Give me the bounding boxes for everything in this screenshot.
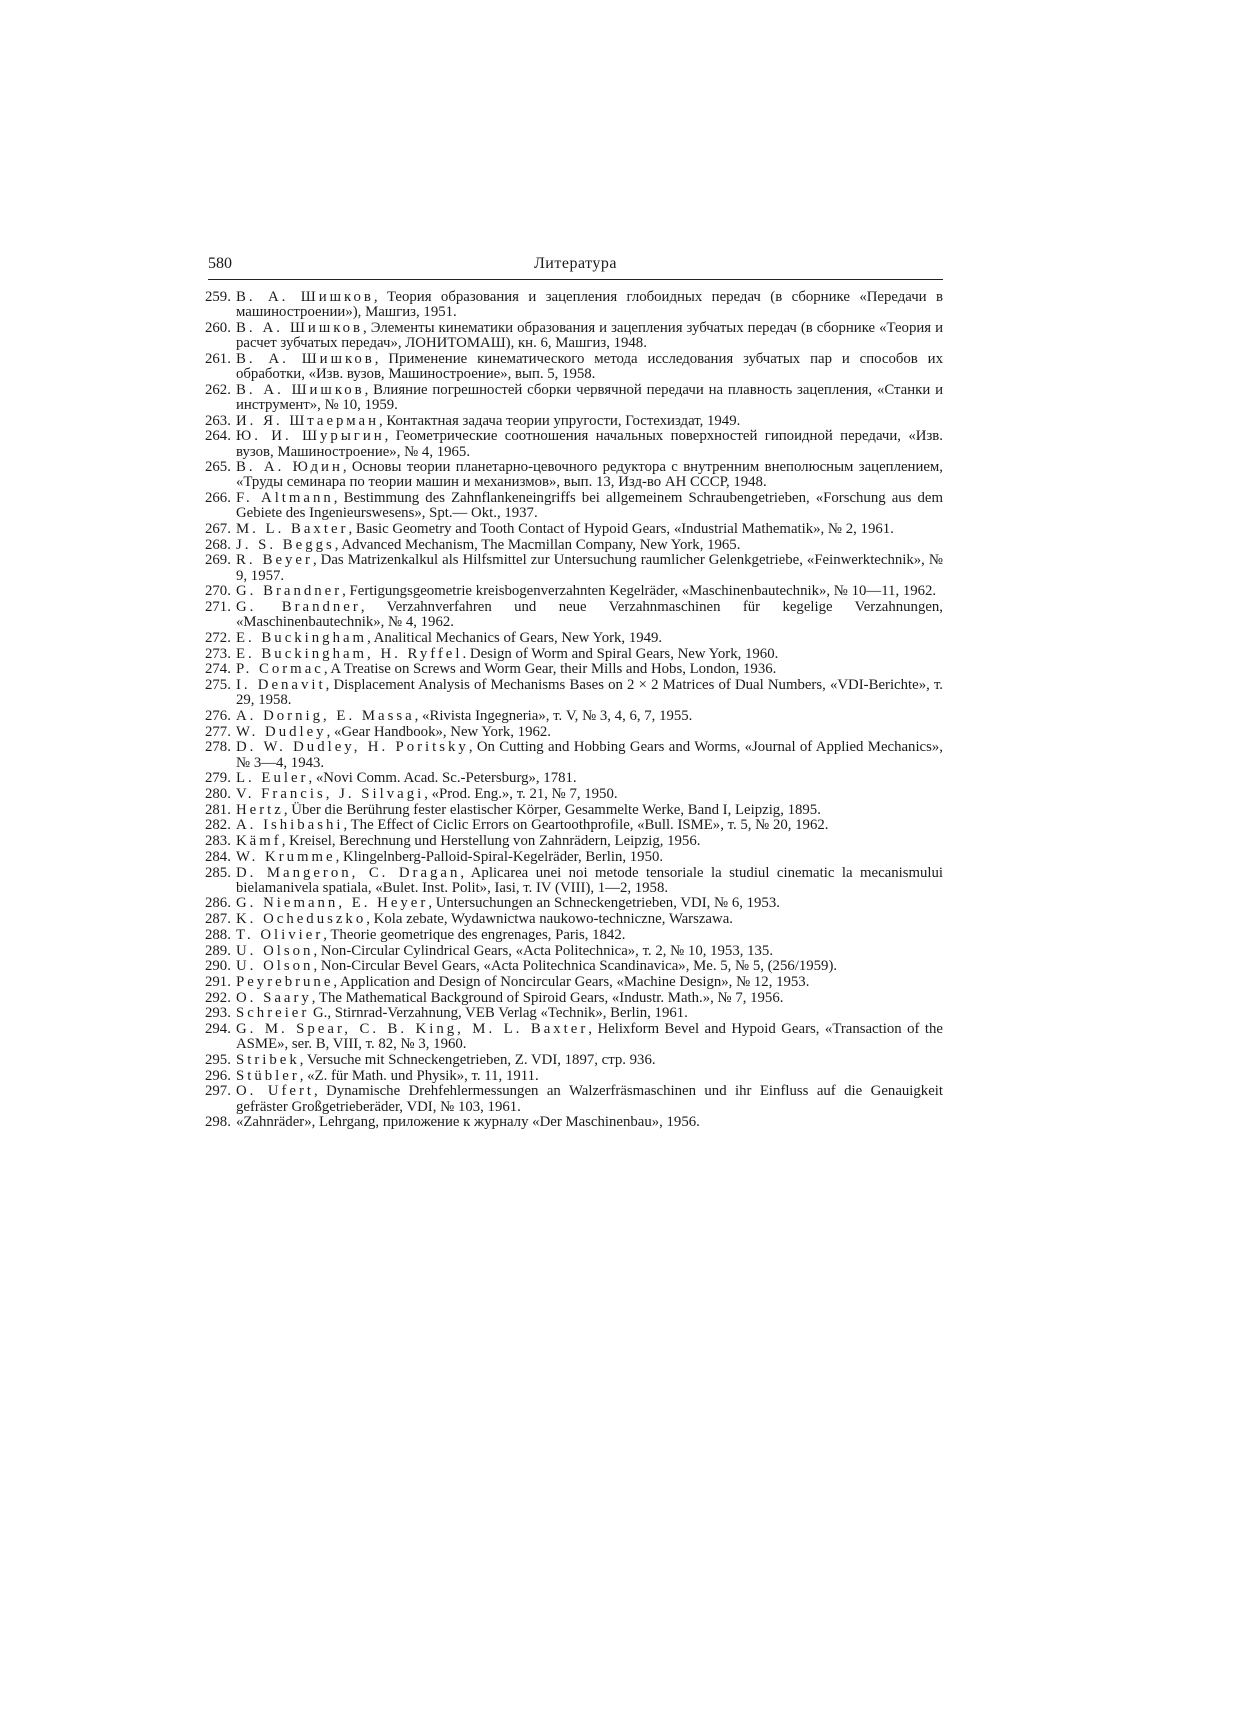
- reference-text: , Kreisel, Berechnung und Herstellung von Zahnrädern, Leipzig, 1956.: [281, 833, 701, 850]
- reference-text: «Zahnräder», Lehrgang, приложение к журналу «Der Maschinenbau», 1956.: [236, 1114, 700, 1131]
- reference-item: [205, 926, 943, 943]
- reference-text: , Displacement Analysis of Mechanisms Bases on 2 × 2 Matrices of Dual Numbers, «VDI-Berichte», т. 29, 1958.: [236, 677, 943, 709]
- reference-text: G., Stirnrad-Verzahnung, VEB Verlag «Technik», Berlin, 1961.: [309, 1005, 688, 1022]
- reference-item: [205, 739, 943, 771]
- reference-text: , Влияние погрешностей сборки червячной передачи на плавность зацепления, «Станки и инструмент», № 10, 1959.: [236, 381, 943, 413]
- reference-text: , «Rivista Ingegneria», т. V, № 3, 4, 6, 7, 1955.: [414, 707, 693, 724]
- reference-item: [205, 1021, 943, 1053]
- reference-item: [205, 521, 943, 538]
- reference-item: [205, 989, 943, 1006]
- reference-item: [205, 599, 944, 631]
- reference-author: В. А. Шишков: [236, 289, 374, 305]
- reference-number: 279.: [205, 770, 231, 787]
- reference-number: 271.: [205, 599, 231, 616]
- reference-author: G. Brandner: [236, 583, 343, 600]
- reference-number: 280.: [205, 786, 231, 802]
- reference-text: , Геометрические соотношения начальных поверхностей гипоидной передачи, «Изв. вузов, Машиностроение», № 4, 1965.: [236, 428, 943, 460]
- reference-text: , Helixform Bevel and Hypoid Gears, «Transaction of the ASME», ser. B, VIII, т. 82, № 3, 1960.: [236, 1021, 943, 1053]
- reference-author: M. L. Baxter: [236, 521, 349, 538]
- reference-number: 285.: [205, 864, 231, 881]
- reference-author: Peyrebrune: [236, 973, 334, 990]
- reference-list: [205, 289, 944, 1131]
- reference-author: D. Mangeron, C. Dragan: [236, 864, 461, 881]
- reference-author: E. Buckingham, H. Ryffel: [236, 645, 463, 662]
- reference-text: , The Effect of Ciclic Errors on Geartoothprofile, «Bull. ISME», т. 5, № 20, 1962.: [343, 817, 829, 834]
- document-page: [205, 253, 944, 1131]
- reference-text: , «Prod. Eng.», т. 21, № 7, 1950.: [424, 786, 618, 802]
- reference-number: 288.: [205, 926, 231, 943]
- reference-number: 272.: [205, 629, 231, 646]
- reference-item: [205, 942, 943, 959]
- reference-author: U. Olson: [236, 942, 314, 959]
- reference-author: F. Altmann: [236, 490, 334, 507]
- reference-author: O. Ufert: [236, 1083, 315, 1100]
- reference-author: G. Niemann, E. Heyer: [236, 895, 429, 912]
- reference-item: [205, 973, 943, 990]
- reference-item: [205, 661, 943, 678]
- reference-item: [205, 801, 943, 818]
- reference-number: 281.: [205, 801, 231, 818]
- reference-number: 261.: [205, 350, 231, 367]
- reference-text: , Non-Circular Cylindrical Gears, «Acta Politechnica», т. 2, № 10, 1953, 135.: [313, 942, 774, 959]
- reference-item: [205, 1114, 943, 1131]
- reference-number: 284.: [205, 848, 231, 865]
- page-number: 580: [208, 255, 232, 272]
- reference-text: , On Cutting and Hobbing Gears and Worms, «Journal of Applied Mechanics», № 3—4, 1943.: [236, 739, 943, 771]
- reference-number: 286.: [205, 895, 231, 912]
- reference-number: 283.: [205, 833, 231, 850]
- reference-author: A. Ishibashi: [236, 817, 344, 834]
- reference-item: [205, 864, 944, 896]
- reference-text: , Kola zebate, Wydawnictwa naukowo-techniczne, Warszawa.: [366, 911, 733, 928]
- reference-author: W. Dudley: [236, 723, 327, 740]
- reference-item: [205, 911, 943, 928]
- reference-text: , Untersuchungen an Schneckengetrieben, VDI, № 6, 1953.: [428, 895, 780, 912]
- reference-author: Stübler: [236, 1067, 300, 1084]
- reference-number: 259.: [205, 289, 231, 305]
- reference-text: , «Novi Comm. Acad. Sc.-Petersburg», 1781.: [308, 770, 577, 787]
- reference-text: , A Treatise on Screws and Worm Gear, their Mills and Hobs, London, 1936.: [323, 661, 777, 678]
- reference-number: 292.: [205, 989, 231, 1006]
- reference-author: Stribek: [236, 1051, 300, 1068]
- reference-text: , Dynamische Drehfehlermessungen an Walzerfräsmaschinen und ihr Einfluss auf die Genauigkeit gefräster Großgetrieberäder, VDI, № 103, 1961.: [236, 1083, 943, 1115]
- reference-number: 295.: [205, 1051, 231, 1068]
- reference-text: , Theorie geometrique des engrenages, Paris, 1842.: [323, 926, 626, 943]
- reference-number: 263.: [205, 412, 231, 429]
- reference-number: 265.: [205, 459, 231, 476]
- reference-number: 293.: [205, 1005, 231, 1022]
- reference-author: Hertz: [236, 801, 284, 818]
- reference-number: 262.: [205, 381, 231, 398]
- reference-text: , Das Matrizenkalkul als Hilfsmittel zur Untersuchung raumlicher Gelenkgetriebe, «Feinwerktechnik», № 9, 1957.: [236, 552, 943, 584]
- reference-number: 275.: [205, 677, 231, 694]
- reference-item: [205, 536, 943, 553]
- reference-item: [205, 770, 943, 787]
- reference-author: U. Olson: [236, 958, 314, 975]
- reference-item: [205, 428, 943, 460]
- reference-author: G. Brandner: [236, 599, 361, 616]
- reference-item: [205, 289, 943, 321]
- reference-number: 287.: [205, 911, 231, 928]
- reference-author: P. Cormac: [236, 661, 324, 678]
- reference-author: И. Я. Штаерман: [236, 412, 379, 429]
- reference-number: 274.: [205, 661, 231, 678]
- reference-item: [205, 1005, 943, 1022]
- reference-author: K. Ocheduszko: [236, 911, 367, 928]
- reference-item: [205, 707, 943, 724]
- reference-number: 296.: [205, 1067, 231, 1084]
- reference-author: Ю. И. Шурыгин: [236, 428, 385, 445]
- reference-number: 266.: [205, 490, 231, 507]
- reference-item: [205, 645, 943, 662]
- reference-author: A. Dornig, E. Massa: [236, 707, 415, 724]
- reference-author: G. M. Spear, C. B. King, M. L. Baxter: [236, 1021, 589, 1038]
- reference-author: I. Denavit: [236, 677, 326, 694]
- reference-item: [205, 1067, 943, 1084]
- reference-number: 270.: [205, 583, 231, 600]
- reference-author: E. Buckingham: [236, 629, 368, 646]
- reference-item: [205, 319, 943, 352]
- reference-text: , Versuche mit Schneckengetrieben, Z. VDI, 1897, стр. 936.: [299, 1051, 656, 1068]
- reference-item: [205, 895, 943, 912]
- reference-number: 264.: [205, 428, 231, 445]
- reference-text: , Klingelnberg-Palloid-Spiral-Kegelräder, Berlin, 1950.: [335, 848, 664, 865]
- reference-item: [205, 677, 943, 709]
- reference-number: 260.: [205, 319, 231, 336]
- reference-item: [205, 412, 943, 429]
- reference-author: V. Francis, J. Silvagi: [236, 786, 425, 802]
- reference-author: В. А. Шишков: [236, 381, 365, 398]
- reference-item: [205, 723, 943, 740]
- reference-text: . Design of Worm and Spiral Gears, New York, 1960.: [462, 645, 779, 662]
- reference-number: 268.: [205, 536, 231, 553]
- reference-number: 289.: [205, 942, 231, 959]
- reference-author: D. W. Dudley, H. Poritsky: [236, 739, 469, 756]
- reference-text: , The Mathematical Background of Spiroid Gears, «Industr. Math.», № 7, 1956.: [311, 989, 784, 1006]
- reference-text: , Über die Berührung fester elastischer Körper, Gesammelte Werke, Band I, Leipzig, 1895.: [283, 801, 821, 818]
- reference-item: [205, 629, 943, 646]
- reference-item: [205, 583, 943, 600]
- reference-author: R. Beyer: [236, 552, 313, 569]
- reference-item: [205, 786, 943, 802]
- reference-item: [205, 833, 943, 850]
- reference-number: 298.: [205, 1114, 231, 1131]
- reference-item: [205, 958, 943, 975]
- reference-item: [205, 848, 943, 865]
- reference-text: , Основы теории планетарно-цевочного редуктора с внутренним внеполюсным зацеплением, «Труды семинара по теории машин и механизмов», вып. 13, Изд-во АН СССР, 1948.: [236, 459, 943, 491]
- reference-item: [205, 350, 943, 383]
- reference-number: 277.: [205, 723, 231, 740]
- reference-text: , Fertigungsgeometrie kreisbogenverzahnten Kegelräder, «Maschinenbautechnik», № 10—11, 1962.: [342, 583, 937, 600]
- reference-item: [205, 552, 943, 584]
- reference-number: 269.: [205, 552, 231, 569]
- reference-author: O. Saary: [236, 989, 312, 1006]
- reference-text: , Non-Circular Bevel Gears, «Acta Politechnica Scandinavica», Me. 5, № 5, (256/1959).: [313, 958, 838, 975]
- reference-text: , Verzahnverfahren und neue Verzahnmaschinen für kegelige Verzahnungen, «Maschinenbautechnik», № 4, 1962.: [236, 599, 944, 631]
- reference-text: , Aplicarea unei noi metode tensoriale la studiul cinematic la mecanismului bielamanivela spatiala, «Bulet. Inst. Polit», Iasi, т. IV (VIII), 1—2, 1958.: [236, 864, 944, 896]
- reference-text: , «Gear Handbook», New York, 1962.: [326, 723, 551, 740]
- reference-author: T. Olivier: [236, 926, 324, 943]
- reference-author: Kämf: [236, 833, 282, 850]
- reference-text: , Analitical Mechanics of Gears, New York, 1949.: [367, 629, 663, 646]
- reference-item: [205, 1083, 943, 1115]
- reference-text: , Application and Design of Noncircular Gears, «Machine Design», № 12, 1953.: [333, 973, 810, 990]
- reference-number: 294.: [205, 1021, 231, 1038]
- reference-author: В. А. Шишков: [236, 350, 375, 367]
- reference-author: L. Euler: [236, 770, 309, 787]
- reference-number: 291.: [205, 973, 231, 990]
- running-title: Литература: [533, 255, 618, 272]
- reference-number: 273.: [205, 645, 231, 662]
- reference-number: 297.: [205, 1083, 231, 1100]
- reference-number: 290.: [205, 958, 231, 975]
- reference-text: , Элементы кинематики образования и зацепления зубчатых передач (в сборнике «Теория и расчет зубчатых передач», ЛОНИТОМАШ), кн. 6, Машгиз, 1948.: [236, 319, 943, 352]
- reference-number: 276.: [205, 707, 231, 724]
- reference-author: J. S. Beggs: [236, 536, 335, 553]
- reference-item: [205, 817, 943, 834]
- reference-author: В. А. Юдин: [236, 459, 343, 476]
- reference-item: [205, 381, 943, 413]
- reference-item: [205, 459, 943, 491]
- reference-text: , Advanced Mechanism, The Macmillan Company, New York, 1965.: [334, 536, 741, 553]
- reference-author: Schreier: [236, 1005, 310, 1022]
- reference-number: 282.: [205, 817, 231, 834]
- reference-text: , Применение кинематического метода исследования зубчатых пар и способов их обработки, «Изв. вузов, Машиностроение», вып. 5, 1958.: [236, 350, 943, 383]
- page-header: [208, 253, 943, 280]
- reference-text: , Теория образования и зацепления глобоидных передач (в сборнике «Передачи в машиностроении»), Машгиз, 1951.: [236, 289, 943, 321]
- reference-number: 267.: [205, 521, 231, 538]
- reference-item: [205, 1051, 943, 1068]
- reference-text: , «Z. für Math. und Physik», т. 11, 1911.: [299, 1067, 539, 1084]
- reference-text: , Basic Geometry and Tooth Contact of Hypoid Gears, «Industrial Mathematik», № 2, 1961.: [348, 521, 894, 538]
- reference-author: W. Krumme: [236, 848, 336, 865]
- reference-item: [205, 490, 943, 522]
- reference-number: 278.: [205, 739, 231, 756]
- reference-author: В. А. Шишков: [236, 319, 364, 336]
- reference-text: , Bestimmung des Zahnflankeneingriffs bei allgemeinem Schraubengetrieben, «Forschung aus dem Gebiete des Ingenieurswesens», Spt.— Okt., 1937.: [236, 490, 943, 522]
- reference-text: , Контактная задача теории упругости, Гостехиздат, 1949.: [378, 412, 741, 429]
